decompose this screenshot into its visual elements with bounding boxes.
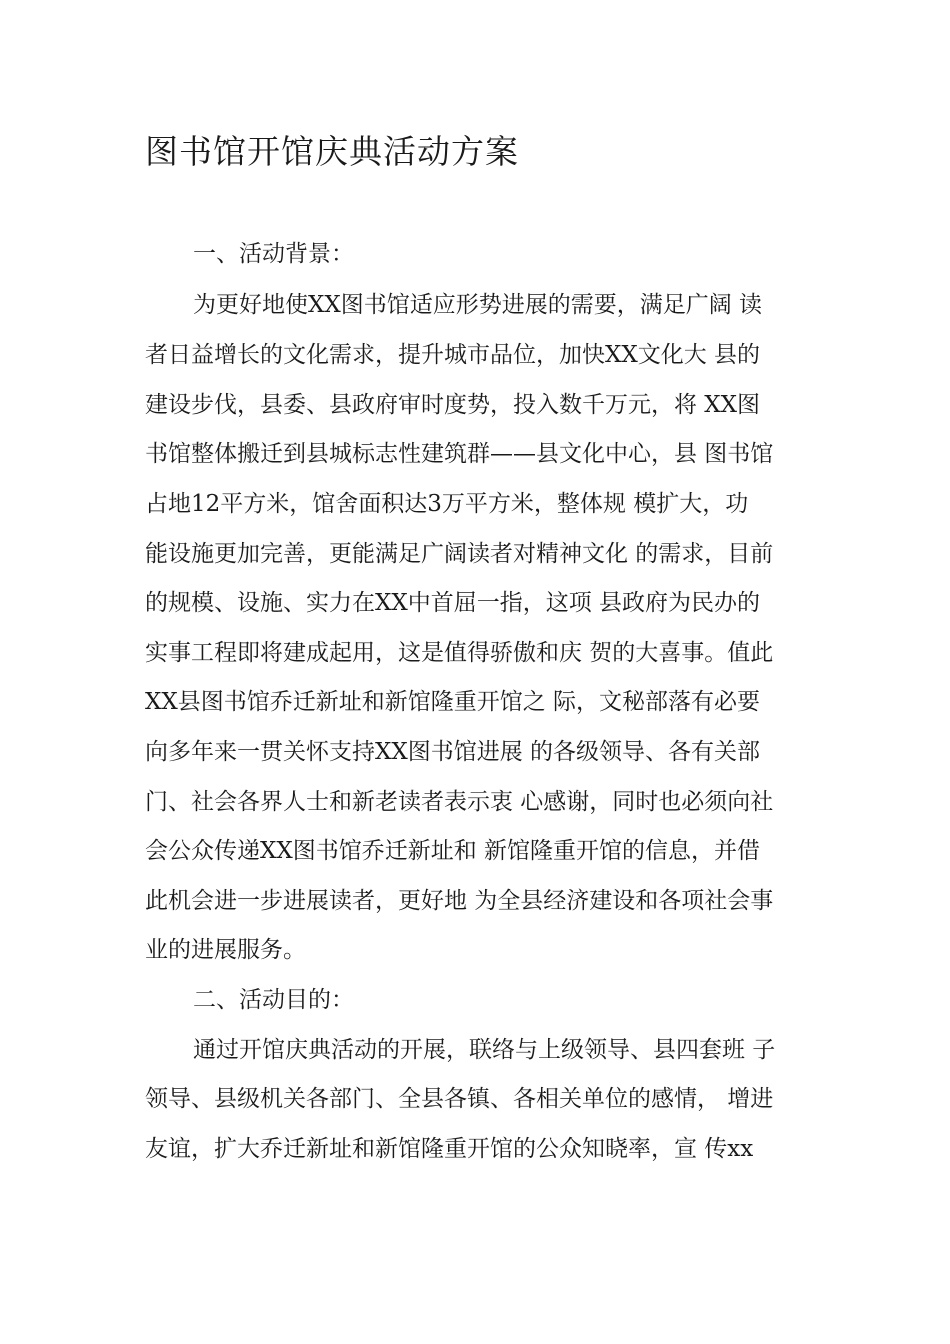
paragraph-line: 书馆整体搬迁到县城标志性建筑群——县文化中心，县 图书馆 xyxy=(145,441,774,467)
paragraph-line: XX县图书馆乔迁新址和新馆隆重开馆之 际，文秘部落有必要 xyxy=(145,689,761,715)
paragraph-line: 领导、县级机关各部门、全县各镇、各相关单位的感情， 增进 xyxy=(145,1086,774,1112)
section-heading-purpose: 二、活动目的： xyxy=(193,987,354,1013)
paragraph-line: 会公众传递XX图书馆乔迁新址和 新馆隆重开馆的信息，并借 xyxy=(145,838,761,864)
paragraph-line: 向多年来一贯关怀支持XX图书馆进展 的各级领导、各有关部 xyxy=(145,739,761,765)
paragraph-line: 实事工程即将建成起用，这是值得骄傲和庆 贺的大喜事。值此 xyxy=(145,640,774,666)
paragraph-line: 此机会进一步进展读者，更好地 为全县经济建设和各项社会事 xyxy=(145,888,774,914)
paragraph-line: 建设步伐，县委、县政府审时度势，投入数千万元，将 XX图 xyxy=(145,392,761,418)
document-title: 图书馆开馆庆典活动方案 xyxy=(145,132,519,171)
paragraph-line: 者日益增长的文化需求，提升城市品位，加快XX文化大 县的 xyxy=(145,342,761,368)
paragraph-line: 能设施更加完善，更能满足广阔读者对精神文化 的需求，目前 xyxy=(145,541,774,567)
paragraph-line: 业的进展服务。 xyxy=(145,937,306,963)
paragraph-line: 友谊，扩大乔迁新址和新馆隆重开馆的公众知晓率，宣 传xx xyxy=(145,1136,754,1162)
paragraph-line: 占地12平方米，馆舍面积达3万平方米，整体规 模扩大，功 xyxy=(145,491,749,517)
paragraph-line: 通过开馆庆典活动的开展，联络与上级领导、县四套班 子 xyxy=(193,1037,776,1063)
paragraph-line: 为更好地使XX图书馆适应形势进展的需要，满足广阔 读 xyxy=(193,292,763,318)
section-heading-background: 一、活动背景： xyxy=(193,241,354,267)
paragraph-line: 门、社会各界人士和新老读者表示衷 心感谢，同时也必须向社 xyxy=(145,789,774,815)
paragraph-line: 的规模、设施、实力在XX中首屈一指，这项 县政府为民办的 xyxy=(145,590,761,616)
